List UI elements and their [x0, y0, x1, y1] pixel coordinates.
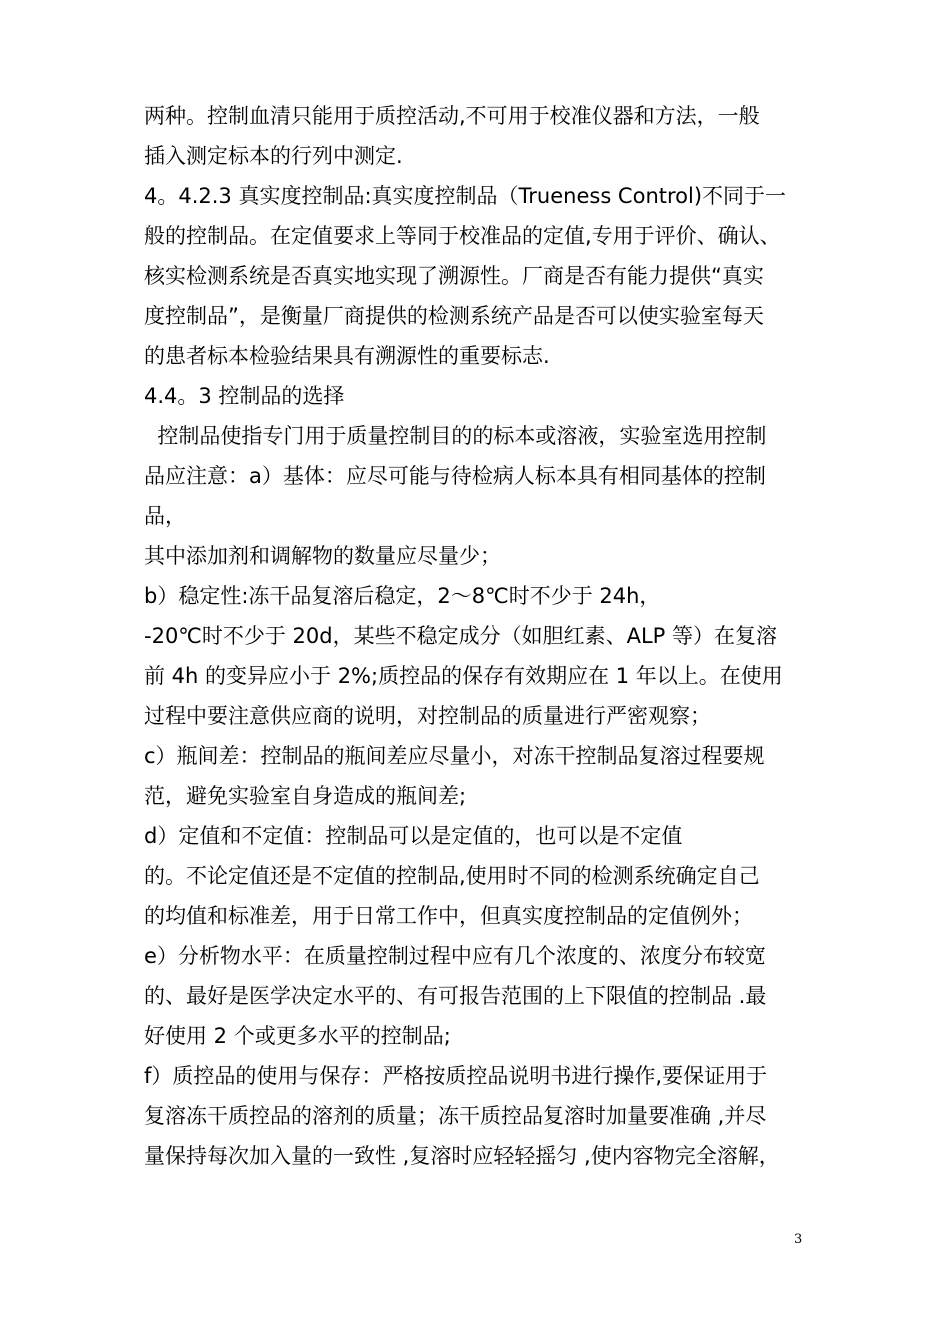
list-item: b）稳定性:冻干品复溶后稳定，2～8℃时不少于 24h， — [144, 584, 661, 608]
text-line: 量保持每次加入量的一致性 ,复溶时应轻轻摇匀 ,使内容物完全溶解， — [144, 1144, 780, 1168]
text-line: 品应注意：a）基体：应尽可能与待检病人标本具有相同基体的控制 — [144, 464, 766, 488]
list-item: e）分析物水平：在质量控制过程中应有几个浓度的、浓度分布较宽 — [144, 944, 766, 968]
text-line: 的、最好是医学决定水平的、有可报告范围的上下限值的控制品 .最 — [144, 984, 767, 1008]
text-line: 复溶冻干质控品的溶剂的质量；冻干质控品复溶时加量要准确 ,并尽 — [144, 1104, 767, 1128]
text-line: 前 4h 的变异应小于 2%;质控品的保存有效期应在 1 年以上。在使用 — [144, 664, 783, 688]
text-line: 控制品使指专门用于质量控制目的的标本或溶液，实验室选用控制 — [144, 424, 767, 448]
text-line: 品， — [144, 504, 186, 528]
text-line: 范，避免实验室自身造成的瓶间差; — [144, 784, 467, 808]
text-line: 核实检测系统是否真实地实现了溯源性。厂商是否有能力提供“真实 — [144, 264, 764, 288]
text-line: 的。不论定值还是不定值的控制品,使用时不同的检测系统确定自己 — [144, 864, 760, 888]
text-line: 的均值和标准差，用于日常工作中，但真实度控制品的定值例外； — [144, 904, 753, 928]
text-line: 过程中要注意供应商的说明，对控制品的质量进行严密观察； — [144, 704, 711, 728]
list-item: f）质控品的使用与保存：严格按质控品说明书进行操作,要保证用于 — [144, 1064, 768, 1088]
text-line: 两种。控制血清只能用于质控活动,不可用于校准仪器和方法，一般 — [144, 104, 760, 128]
document-body — [144, 96, 816, 1176]
text-line: 其中添加剂和调解物的数量应尽量少； — [144, 544, 501, 568]
text-line: 插入测定标本的行列中测定. — [144, 144, 403, 168]
text-line: 般的控制品。在定值要求上等同于校准品的定值,专用于评价、确认、 — [144, 224, 781, 248]
list-item: d）定值和不定值：控制品可以是定值的，也可以是不定值 — [144, 824, 683, 848]
text-line: 度控制品”，是衡量厂商提供的检测系统产品是否可以使实验室每天 — [144, 304, 764, 328]
text-line: 好使用 2 个或更多水平的控制品; — [144, 1024, 451, 1048]
text-line: 的患者标本检验结果具有溯源性的重要标志. — [144, 344, 550, 368]
text-line: -20℃时不少于 20d，某些不稳定成分（如胆红素、ALP 等）在复溶 — [144, 624, 778, 648]
section-heading: 4.4。3 控制品的选择 — [144, 384, 345, 408]
section-heading: 4。4.2.3 真实度控制品:真实度控制品（Trueness Control)不同于一 — [144, 184, 787, 208]
page-number: 3 — [794, 1232, 803, 1247]
list-item: c）瓶间差：控制品的瓶间差应尽量小，对冻干控制品复溶过程要规 — [144, 744, 765, 768]
